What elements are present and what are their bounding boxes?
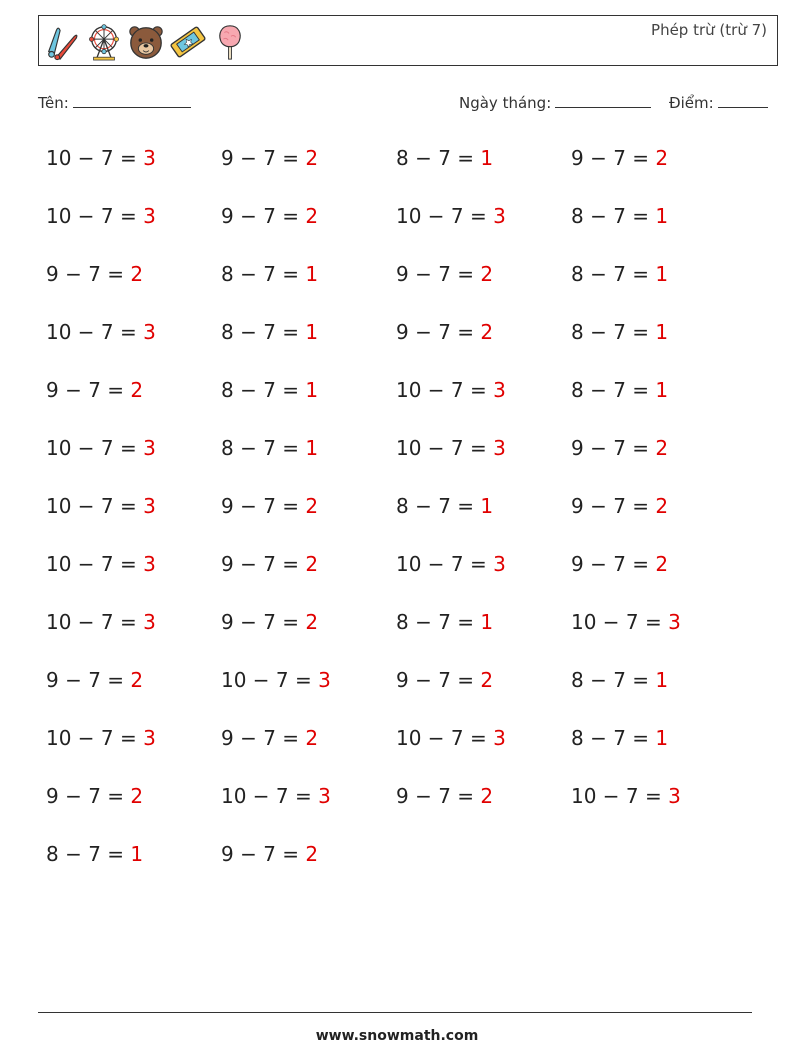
problem-answer: 3 — [143, 494, 156, 518]
name-blank[interactable] — [73, 93, 191, 108]
worksheet-title: Phép trừ (trừ 7) — [651, 21, 767, 39]
problem-item — [46, 378, 143, 402]
problem-item — [221, 552, 318, 576]
problem-question: 9 − 7 = — [46, 784, 131, 808]
problem-item — [221, 262, 318, 286]
problem-item — [46, 436, 156, 460]
problem-item — [396, 262, 493, 286]
problem-question: 10 − 7 = — [46, 494, 144, 518]
problem-item — [571, 784, 681, 808]
problem-item — [571, 378, 668, 402]
problem-item — [221, 146, 318, 170]
problem-item — [571, 146, 668, 170]
problem-question: 8 − 7 = — [221, 262, 306, 286]
problem-answer: 2 — [480, 668, 494, 692]
problem-answer: 2 — [655, 552, 669, 576]
problem-question: 9 − 7 = — [571, 494, 656, 518]
problem-answer: 1 — [305, 320, 319, 344]
problem-question: 8 − 7 = — [571, 262, 656, 286]
cotton-candy-icon — [211, 22, 249, 62]
name-label: Tên: — [38, 94, 69, 112]
problem-item — [46, 668, 143, 692]
problem-question: 8 − 7 = — [571, 668, 656, 692]
problem-question: 9 − 7 = — [221, 610, 306, 634]
problem-question: 10 − 7 = — [46, 552, 144, 576]
problem-answer: 2 — [655, 146, 669, 170]
problem-item — [396, 436, 506, 460]
problem-question: 8 − 7 = — [571, 320, 656, 344]
problem-question: 9 − 7 = — [571, 436, 656, 460]
problem-item — [571, 204, 668, 228]
problem-item — [396, 378, 506, 402]
footer-website: www.snowmath.com — [315, 1028, 479, 1044]
problem-answer: 3 — [143, 146, 156, 170]
problem-question: 8 − 7 = — [571, 204, 656, 228]
problem-answer: 2 — [655, 436, 669, 460]
date-field[interactable] — [459, 93, 651, 112]
problem-answer: 3 — [668, 610, 681, 634]
problem-question: 9 − 7 = — [396, 320, 481, 344]
problem-answer: 1 — [655, 668, 669, 692]
problem-question: 10 − 7 = — [46, 320, 144, 344]
problem-item — [571, 262, 668, 286]
score-label: Điểm: — [669, 94, 714, 112]
problem-question: 8 − 7 = — [221, 436, 306, 460]
problem-question: 8 − 7 = — [396, 494, 481, 518]
problem-item — [46, 494, 156, 518]
problem-item — [221, 436, 318, 460]
problem-answer: 2 — [480, 262, 494, 286]
problem-answer: 2 — [305, 726, 319, 750]
problem-question: 9 − 7 = — [221, 204, 306, 228]
problem-item — [396, 494, 493, 518]
problem-answer: 1 — [480, 610, 494, 634]
problem-answer: 2 — [480, 320, 494, 344]
problem-question: 10 − 7 = — [571, 610, 669, 634]
problem-question: 10 − 7 = — [571, 784, 669, 808]
score-blank[interactable] — [718, 93, 768, 108]
problem-question: 9 − 7 = — [396, 784, 481, 808]
problem-item — [396, 668, 493, 692]
problem-answer: 3 — [143, 610, 156, 634]
problem-item — [571, 610, 681, 634]
score-field[interactable] — [669, 93, 768, 112]
problem-item — [396, 726, 506, 750]
problem-answer: 3 — [318, 668, 331, 692]
problem-question: 9 − 7 = — [46, 262, 131, 286]
problem-answer: 2 — [305, 552, 319, 576]
problem-answer: 2 — [305, 204, 319, 228]
problem-answer: 2 — [655, 494, 669, 518]
problem-item — [221, 668, 331, 692]
problem-answer: 1 — [480, 494, 494, 518]
problem-item — [46, 320, 156, 344]
problem-answer: 3 — [318, 784, 331, 808]
problem-item — [46, 726, 156, 750]
problem-question: 8 − 7 = — [571, 726, 656, 750]
problem-answer: 2 — [305, 146, 319, 170]
problem-question: 10 − 7 = — [396, 378, 494, 402]
problem-answer: 3 — [668, 784, 681, 808]
problem-answer: 3 — [143, 436, 156, 460]
problem-answer: 1 — [655, 378, 669, 402]
problem-answer: 2 — [130, 378, 144, 402]
problem-question: 10 − 7 = — [46, 436, 144, 460]
problem-item — [221, 378, 318, 402]
problem-question: 9 − 7 = — [221, 552, 306, 576]
problem-item — [396, 552, 506, 576]
problem-question: 8 − 7 = — [46, 842, 131, 866]
problem-question: 8 − 7 = — [221, 378, 306, 402]
problem-item — [396, 320, 493, 344]
problem-question: 9 − 7 = — [396, 668, 481, 692]
problem-answer: 2 — [305, 610, 319, 634]
problem-item — [221, 204, 318, 228]
problem-answer: 2 — [130, 784, 144, 808]
problem-item — [221, 784, 331, 808]
footer-divider — [38, 1012, 752, 1013]
problem-question: 9 − 7 = — [46, 668, 131, 692]
problem-answer: 3 — [143, 204, 156, 228]
problem-answer: 1 — [655, 320, 669, 344]
problem-item — [571, 552, 668, 576]
problem-item — [221, 320, 318, 344]
problem-item — [46, 146, 156, 170]
problem-question: 9 − 7 = — [571, 146, 656, 170]
problem-question: 10 − 7 = — [396, 436, 494, 460]
problem-answer: 3 — [493, 726, 506, 750]
problem-answer: 1 — [655, 726, 669, 750]
problem-answer: 1 — [305, 436, 319, 460]
header-box — [38, 15, 778, 66]
problem-answer: 3 — [143, 552, 156, 576]
problem-question: 9 − 7 = — [396, 262, 481, 286]
problem-question: 8 − 7 = — [571, 378, 656, 402]
problem-answer: 1 — [655, 262, 669, 286]
bear-icon — [127, 22, 165, 62]
problem-answer: 2 — [305, 842, 319, 866]
problem-answer: 3 — [143, 726, 156, 750]
problem-answer: 3 — [143, 320, 156, 344]
problem-item — [571, 436, 668, 460]
problem-question: 9 − 7 = — [221, 494, 306, 518]
problem-item — [571, 668, 668, 692]
problem-item — [396, 610, 493, 634]
problem-answer: 1 — [655, 204, 669, 228]
name-field[interactable] — [38, 93, 191, 112]
problem-item — [396, 146, 493, 170]
problem-item — [46, 204, 156, 228]
ferris-wheel-icon — [85, 22, 123, 62]
problem-question: 10 − 7 = — [221, 668, 319, 692]
problem-item — [396, 204, 506, 228]
problem-question: 10 − 7 = — [396, 552, 494, 576]
problem-answer: 3 — [493, 204, 506, 228]
problem-question: 8 − 7 = — [396, 146, 481, 170]
problem-item — [571, 320, 668, 344]
problem-question: 10 − 7 = — [396, 726, 494, 750]
problem-answer: 3 — [493, 552, 506, 576]
problem-item — [396, 784, 493, 808]
problem-item — [46, 262, 143, 286]
problem-question: 9 − 7 = — [571, 552, 656, 576]
problem-question: 10 − 7 = — [46, 726, 144, 750]
problem-answer: 1 — [305, 262, 319, 286]
problem-answer: 2 — [480, 784, 494, 808]
problem-item — [46, 842, 143, 866]
problem-item — [571, 494, 668, 518]
problem-question: 10 − 7 = — [46, 204, 144, 228]
problem-answer: 2 — [130, 262, 144, 286]
ticket-icon — [169, 22, 207, 62]
problem-item — [571, 726, 668, 750]
problem-item — [221, 494, 318, 518]
problem-item — [46, 552, 156, 576]
problem-answer: 2 — [305, 494, 319, 518]
problem-question: 9 − 7 = — [221, 146, 306, 170]
problem-item — [221, 842, 318, 866]
date-label: Ngày tháng: — [459, 94, 552, 112]
problem-question: 10 − 7 = — [221, 784, 319, 808]
problem-question: 8 − 7 = — [396, 610, 481, 634]
problem-answer: 1 — [480, 146, 494, 170]
problem-answer: 2 — [130, 668, 144, 692]
problem-answer: 3 — [493, 378, 506, 402]
problem-answer: 3 — [493, 436, 506, 460]
problem-item — [46, 610, 156, 634]
problem-question: 8 − 7 = — [221, 320, 306, 344]
header-icons — [43, 20, 249, 64]
problem-question: 10 − 7 = — [46, 610, 144, 634]
date-blank[interactable] — [555, 93, 651, 108]
problem-question: 9 − 7 = — [221, 842, 306, 866]
problem-question: 9 − 7 = — [221, 726, 306, 750]
problem-answer: 1 — [305, 378, 319, 402]
problem-question: 10 − 7 = — [396, 204, 494, 228]
problem-question: 9 − 7 = — [46, 378, 131, 402]
problem-item — [221, 726, 318, 750]
problem-item — [46, 784, 143, 808]
problem-question: 10 − 7 = — [46, 146, 144, 170]
problem-answer: 1 — [130, 842, 144, 866]
juggling-club-icon — [43, 22, 81, 62]
problem-item — [221, 610, 318, 634]
